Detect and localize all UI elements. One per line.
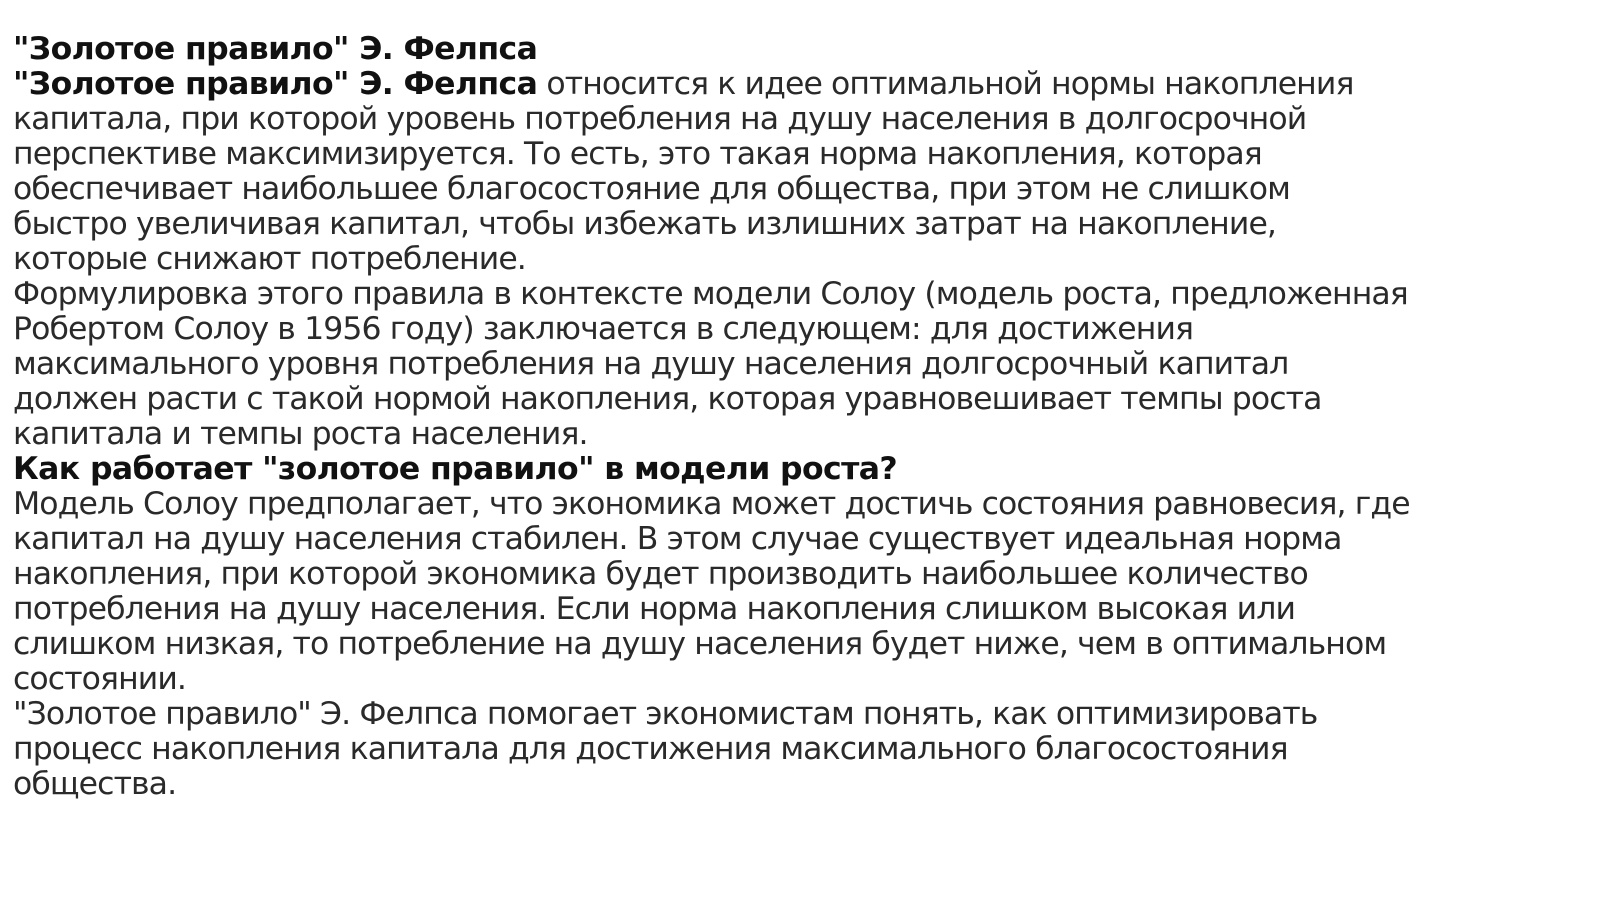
- article-title: "Золотое правило" Э. Фелпса: [13, 31, 538, 67]
- formulation-line: максимального уровня потребления на душу населения долгосрочный капитал: [13, 346, 1289, 382]
- formulation-line: должен расти с такой нормой накопления, которая уравновешивает темпы роста: [13, 381, 1322, 417]
- article: [13, 32, 1593, 802]
- section-heading: Как работает "золотое правило" в модели роста?: [13, 451, 898, 487]
- conclusion-paragraph: [13, 697, 1593, 802]
- model-line: Модель Солоу предполагает, что экономика может достичь состояния равновесия, где: [13, 486, 1410, 522]
- model-paragraph: [13, 487, 1593, 697]
- model-line: состоянии.: [13, 661, 187, 697]
- intro-line: быстро увеличивая капитал, чтобы избежать излишних затрат на накопление,: [13, 206, 1277, 242]
- intro-line: [13, 67, 1593, 102]
- model-line: потребления на душу населения. Если норма накопления слишком высокая или: [13, 591, 1296, 627]
- model-line: капитал на душу населения стабилен. В этом случае существует идеальная норма: [13, 521, 1342, 557]
- intro-lead: "Золотое правило" Э. Фелпса: [13, 66, 538, 102]
- intro-paragraph: [13, 67, 1593, 277]
- formulation-line: Формулировка этого правила в контексте модели Солоу (модель роста, предложенная: [13, 276, 1408, 312]
- intro-line-text: относится к идее оптимальной нормы накопления: [537, 66, 1354, 102]
- intro-line: перспективе максимизируется. То есть, это такая норма накопления, которая: [13, 136, 1262, 172]
- formulation-line: Робертом Солоу в 1956 году) заключается в следующем: для достижения: [13, 311, 1194, 347]
- intro-line: капитала, при которой уровень потребления на душу населения в долгосрочной: [13, 101, 1307, 137]
- conclusion-line: общества.: [13, 766, 177, 802]
- conclusion-line: "Золотое правило" Э. Фелпса помогает экономистам понять, как оптимизировать: [13, 696, 1318, 732]
- intro-line: которые снижают потребление.: [13, 241, 526, 277]
- conclusion-line: процесс накопления капитала для достижения максимального благосостояния: [13, 731, 1288, 767]
- model-line: слишком низкая, то потребление на душу населения будет ниже, чем в оптимальном: [13, 626, 1387, 662]
- formulation-line: капитала и темпы роста населения.: [13, 416, 588, 452]
- formulation-paragraph: [13, 277, 1593, 452]
- model-line: накопления, при которой экономика будет производить наибольшее количество: [13, 556, 1308, 592]
- intro-line: обеспечивает наибольшее благосостояние для общества, при этом не слишком: [13, 171, 1290, 207]
